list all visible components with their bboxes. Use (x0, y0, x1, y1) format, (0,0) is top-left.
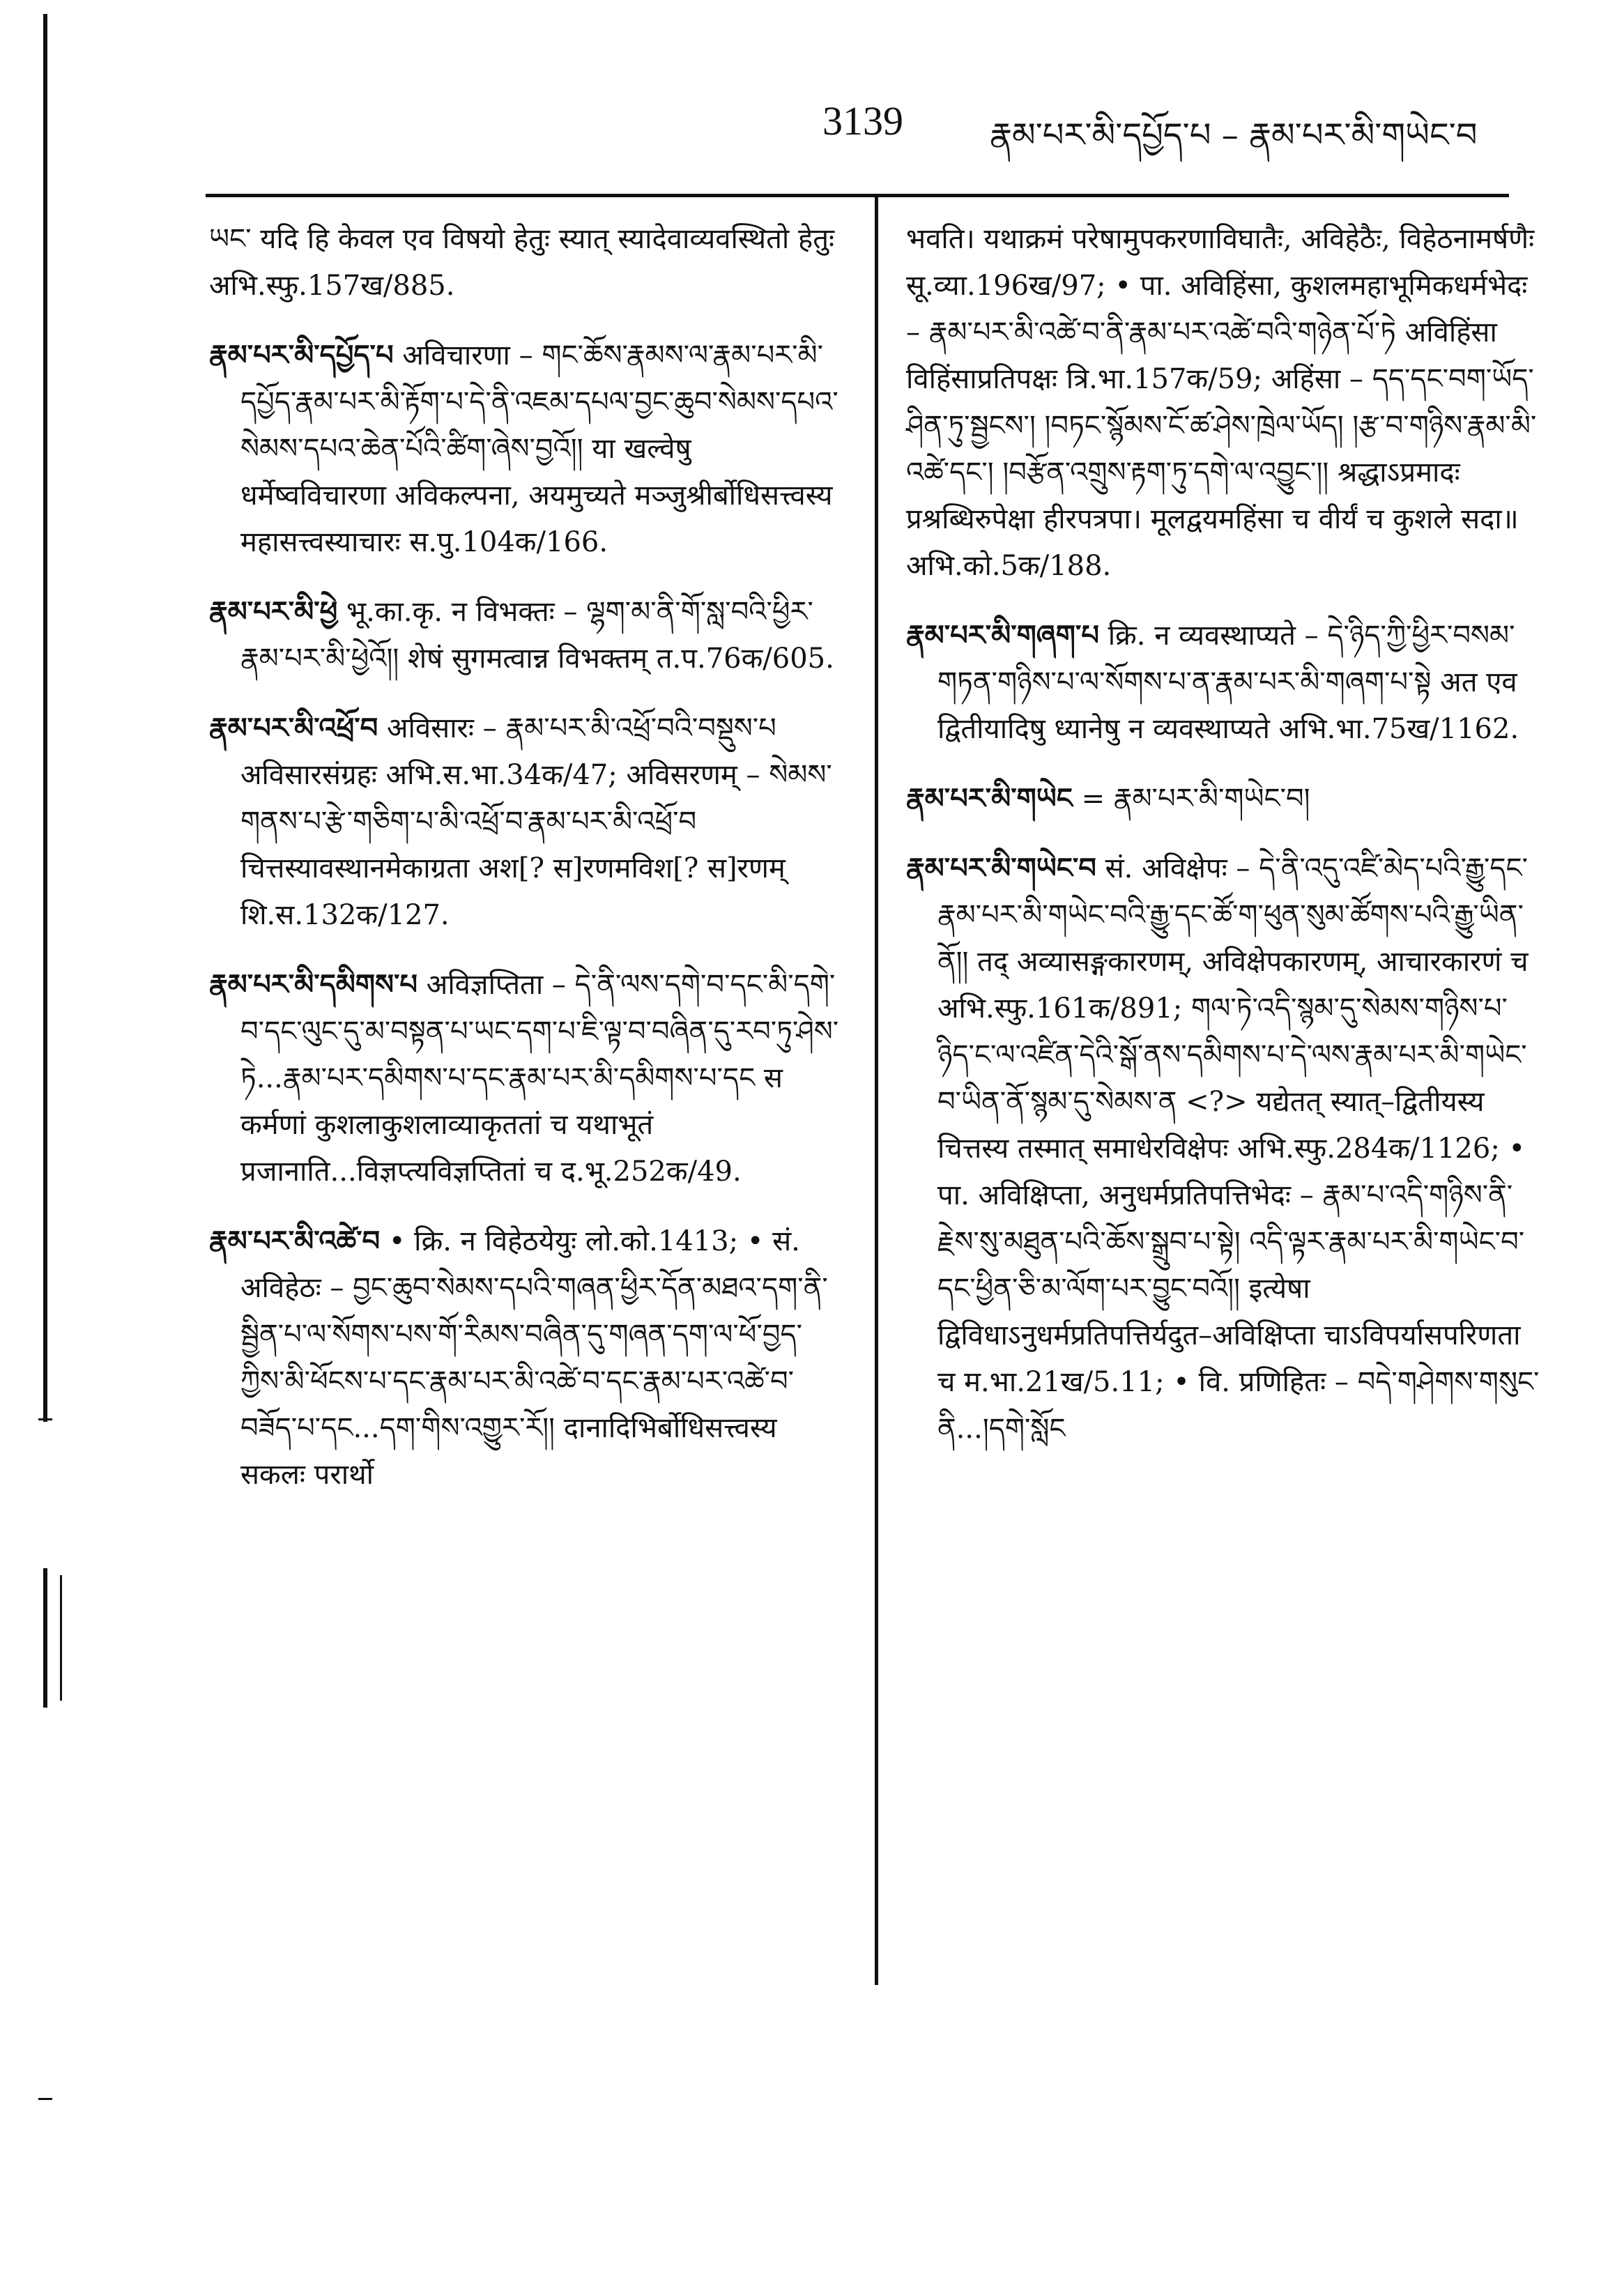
entry-body: = རྣམ་པར་མི་གཡེང་བ། (1081, 783, 1310, 815)
entry-body: अविज्ञप्तिता – དེ་ནི་ལས་དགེ་བ་དང་མི་དགེ་བ་དང་ལུང་དུ་མ་བསྟན་པ་ཡང་དག་པ་ཇི་ལྟ་བ་བཞིན་དུ་རབ་ཏུ་ཤེས་ཏེ...རྣམ་པར་དམིགས་པ་དང་རྣམ་པར་མི་དམིགས་པ་དང स कर्मणां कुशलाकुशलाव्याकृततां च यथाभूतं प्रजानाति...विज्ञप्त्यविज्ञप्तितां च द.भू.252क/49. (240, 969, 839, 1188)
right-column (906, 216, 1540, 1475)
entry-body: सं. अविक्षेपः – དེ་ནི་འདུ་འཛི་མེད་པའི་རྒྱུ་དང་རྣམ་པར་མི་གཡེང་བའི་རྒྱུ་དང་ཚོ་ག་ཕུན་སུམ་ཚོགས་པའི་རྒྱུ་ཡིན་ནོ།། तद् अव्यासङ्गकारणम्, अविक्षेपकारणम्, आचारकारणं च अभि.स्फु.161क/891; གལ་ཏེ་འདི་སྙམ་དུ་སེམས་གཉིས་པ་ཉིད་ང་ལ་འཛིན་དེའི་སྒོ་ནས་དམིགས་པ་དེ་ལས་རྣམ་པར་མི་གཡེང་བ་ཡིན་ནོ་སྙམ་དུ་སེམས་ན <?> यद्येतत् स्यात्–द्वितीयस्य चित्तस्य तस्मात् समाधेरविक्षेपः अभि.स्फु.284क/1126; • पा. अविक्षिप्ता, अनुधर्मप्रतिपत्तिभेदः – རྣམ་པ་འདི་གཉིས་ནི་རྗེས་སུ་མཐུན་པའི་ཆོས་སྒྲུབ་པ་སྟེ། འདི་ལྟར་རྣམ་པར་མི་གཡེང་བ་དང་ཕྱིན་ཅི་མ་ལོག་པར་བྱུང་བའོ།། इत्येषा द्विविधाऽनुधर्मप्रतिपत्तिर्यदुत–अविक्षिप्ता चाऽविपर्यासपरिणता च म.भा.21ख/5.11; • वि. प्रणिहितः – བདེ་གཤེགས་གསུང་ནི...།དགེ་སློང (937, 852, 1540, 1445)
dictionary-entry (906, 845, 1540, 1453)
left-column (209, 216, 843, 1521)
dictionary-entry (209, 588, 843, 682)
entry-headword: རྣམ་པར་མི་དཔྱོད་པ (209, 339, 394, 371)
header-rule (206, 194, 1509, 197)
entry-body: अविचारणा – གང་ཆོས་རྣམས་ལ་རྣམ་པར་མི་དཔྱོད་རྣམ་པར་མི་རྟོག་པ་དེ་ནི་འཇམ་དཔལ་བྱང་ཆུབ་སེམས་དཔའ་སེམས་དཔའ་ཆེན་པོའི་ཚིག་ཞེས་བྱའོ།། या खल्वेषु धर्मेष्वविचारणा अविकल्पना, अयमुच्यते मञ्जुश्रीर्बोधिसत्त्वस्य महासत्त्वस्याचारः स.पु.104क/166. (240, 339, 838, 558)
dictionary-entry (209, 1218, 843, 1499)
margin-tick (38, 2098, 52, 2100)
entry-body: क्रि. न व्यवस्थाप्यते – དེ་ཉིད་ཀྱི་ཕྱིར་བསམ་གཏན་གཉིས་པ་ལ་སོགས་པ་ན་རྣམ་པར་མི་གཞག་པ་སྟེ अत एव द्वितीयादिषु ध्यानेषु न व्यवस्थाप्यते अभि.भा.75ख/1162. (937, 620, 1519, 745)
dictionary-entry (209, 961, 843, 1195)
continuation-text: भवति। यथाक्रमं परेषामुपकरणाविघातैः, अविहेठैः, विहेठनामर्षणैः सू.व्या.196ख/97; • पा. अविहिंसा, कुशलमहाभूमिकधर्मभेदः – རྣམ་པར་མི་འཚེ་བ་ནི་རྣམ་པར་འཚེ་བའི་གཉེན་པོ་ཏེ अविहिंसा विहिंसाप्रतिपक्षः त्रि.भा.157क/59; अहिंसा – དད་དང་བག་ཡོད་ཤིན་ཏུ་སྦྱངས་། །བཏང་སྙོམས་ངོ་ཚ་ཤེས་ཁྲེལ་ཡོད། །རྩ་བ་གཉིས་རྣམ་མི་འཚེ་དང་། །བརྩོན་འགྲུས་རྟག་ཏུ་དགེ་ལ་འབྱུང་།། श्रद्धाऽप्रमादः प्रश्रब्धिरुपेक्षा हीरपत्रपा। मूलद्वयमहिंसा च वीर्यं च कुशले सदा॥ अभि.को.5क/188. (906, 223, 1537, 582)
entry-headword: རྣམ་པར་མི་གཡེང (906, 782, 1073, 815)
entry-body: अविसारः – རྣམ་པར་མི་འཕྲོ་བའི་བསྡུས་པ अविसारसंग्रहः अभि.स.भा.34क/47; अविसरणम् – སེམས་གནས་པ་རྩེ་གཅིག་པ་མི་འཕྲོ་བ་རྣམ་པར་མི་འཕྲོ་བ चित्तस्यावस्थानमेकाग्रता अश[? स]रणमविश[? स]रणम् शि.स.132क/127. (240, 712, 832, 931)
dictionary-entry (906, 775, 1540, 822)
entry-headword: རྣམ་པར་མི་གཡེང་བ (906, 852, 1096, 884)
continuation-text: ཡང་ यदि हि केवल एव विषयो हेतुः स्यात् स्यादेवाव्यवस्थितो हेतुः अभि.स्फु.157ख/885. (209, 223, 835, 302)
entry-body: भू.का.कृ. न विभक्तः – ལྷག་མ་ནི་གོ་སླ་བའི་ཕྱིར་རྣམ་པར་མི་ཕྱེའོ།། शेषं सुगमत्वान्न विभक्तम् त.प.76क/605. (240, 596, 834, 675)
binding-margin-line (43, 14, 47, 1422)
column-divider (875, 194, 878, 1985)
entry-headword: རྣམ་པར་མི་འཕྲོ་བ (209, 712, 378, 744)
binding-margin-line-lower (43, 1568, 47, 1708)
entry-headword: རྣམ་པར་མི་གཞག་པ (906, 619, 1099, 652)
binding-margin-line-lower-thin (60, 1575, 62, 1701)
dictionary-entry (906, 612, 1540, 753)
entry-headword: རྣམ་པར་མི་དམིགས་པ (209, 968, 418, 1001)
dictionary-entry (209, 332, 843, 566)
entry-headword: རྣམ་པར་མི་ཕྱེ (209, 595, 338, 628)
entry-headword: རྣམ་པར་མི་འཚེ་བ (209, 1225, 381, 1257)
margin-tick (38, 1418, 52, 1420)
running-head: རྣམ་པར་མི་དཔྱོད་པ – རྣམ་པར་མི་གཡེང་བ (990, 116, 1478, 155)
entry-body: • क्रि. न विहेठयेयुः लो.को.1413; • सं. अविहेठः – བྱང་ཆུབ་སེམས་དཔའི་གཞན་ཕྱིར་དོན་མཐའ་དག་ནི་སྦྱིན་པ་ལ་སོགས་པས་གོ་རིམས་བཞིན་དུ་གཞན་དག་ལ་ཕོ་བྱད་ཀྱིས་མི་ཕོངས་པ་དང་རྣམ་པར་མི་འཚེ་བ་དང་རྣམ་པར་འཚེ་བ་བཟོད་པ་དང...དག་གིས་འགྱུར་རོ།། दानादिभिर्बोधिसत्त्वस्य सकलः परार्थो (240, 1225, 828, 1491)
page-number: 3139 (822, 98, 903, 144)
dictionary-entry (209, 705, 843, 939)
